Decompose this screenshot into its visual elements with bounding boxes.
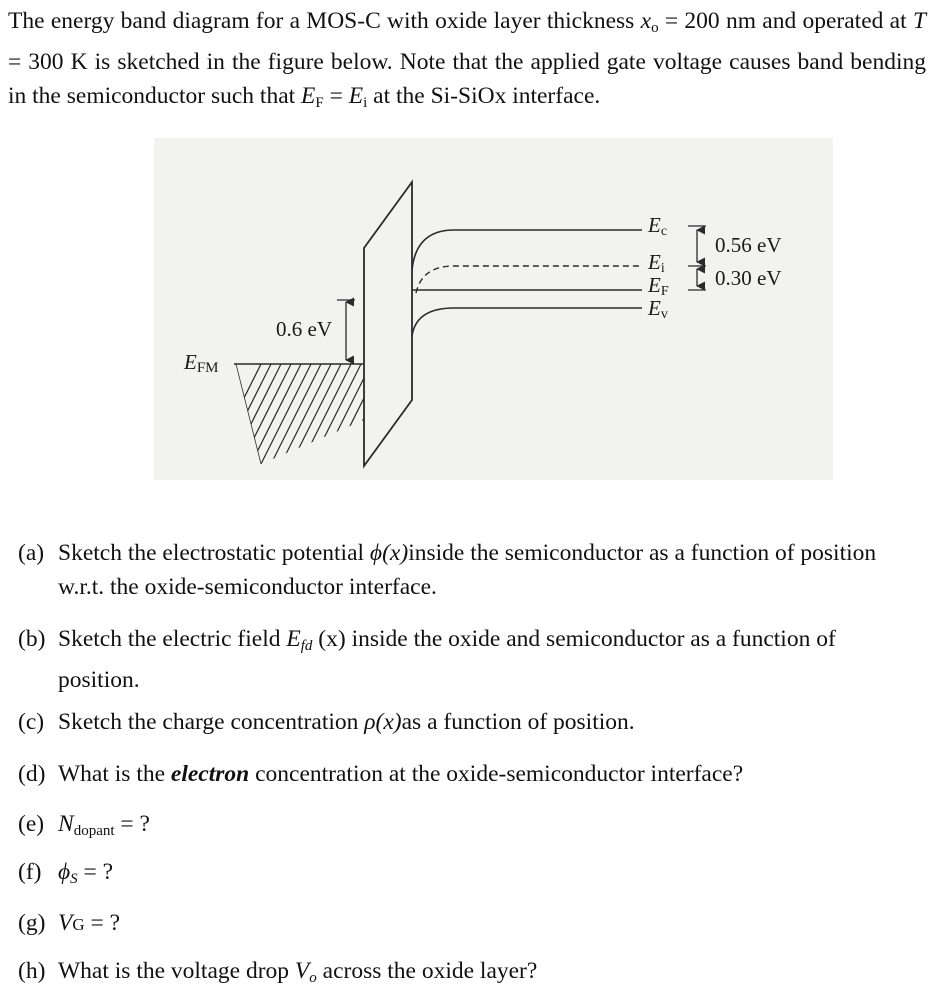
vo-symbol: V	[294, 958, 310, 984]
question-a-label: (a)	[18, 540, 45, 566]
question-h-text: What is the voltage drop	[58, 958, 295, 984]
ec-ei-gap-label: 0.56 eV	[715, 233, 782, 257]
phis-subscript: S	[70, 871, 78, 887]
question-h	[18, 952, 537, 997]
question-a	[18, 536, 918, 604]
efield-argument: (x)	[312, 626, 346, 652]
efield-symbol: E	[286, 626, 301, 652]
question-d-label: (d)	[18, 761, 46, 787]
question-f	[18, 853, 113, 898]
intro-text-5: at the Si-SiOx interface.	[367, 83, 601, 109]
question-e-label: (e)	[18, 811, 45, 837]
problem-statement	[8, 4, 926, 120]
temperature-symbol: T	[912, 8, 927, 34]
xo-symbol: x	[640, 8, 652, 34]
question-e	[18, 805, 150, 850]
phis-symbol: ϕ	[58, 859, 71, 885]
ef-label: EF	[648, 273, 669, 299]
intro-text-4: =	[323, 83, 349, 109]
ec-band	[412, 230, 642, 270]
question-c-label: (c)	[18, 709, 45, 735]
efield-subscript: fd	[300, 638, 313, 654]
question-c-text: Sketch the charge concentration	[58, 709, 365, 735]
ei-label: Ei	[648, 250, 665, 276]
question-c	[18, 703, 635, 741]
question-b-text: Sketch the electric field	[58, 626, 287, 652]
band-diagram-svg	[154, 138, 833, 480]
metal-hatch	[209, 358, 394, 468]
vo-subscript: o	[309, 970, 317, 986]
ev-band	[412, 308, 642, 336]
xo-subscript: o	[651, 20, 659, 36]
rho-argument: (x)	[375, 709, 402, 735]
metal-gap-label: 0.6 eV	[276, 317, 332, 341]
question-a-text: Sketch the electrostatic potential	[58, 540, 370, 566]
question-f-text: = ?	[77, 859, 114, 885]
efm-label: EFM	[184, 350, 219, 376]
question-d-text-end: concentration at the oxide-semiconductor interface?	[249, 761, 744, 787]
ei-band	[416, 266, 642, 293]
metal-boundary	[236, 364, 261, 464]
question-b-label: (b)	[18, 626, 46, 652]
question-g-text: = ?	[84, 910, 121, 936]
question-e-text: = ?	[114, 811, 150, 837]
phi-symbol: ϕ	[369, 540, 383, 566]
question-h-label: (h)	[18, 958, 46, 984]
electron-emphasis: electron	[170, 761, 250, 787]
question-f-label: (f)	[18, 859, 42, 885]
question-b	[18, 622, 918, 697]
question-d	[18, 755, 743, 793]
question-g-label: (g)	[18, 910, 46, 936]
phi-argument: (x)	[382, 540, 409, 566]
rho-symbol: ρ	[364, 709, 376, 735]
ef-symbol: E	[301, 83, 316, 109]
question-h-text-end: across the oxide layer?	[316, 958, 538, 984]
vg-symbol: V	[58, 910, 73, 936]
question-g	[18, 904, 120, 944]
ndopant-subscript: dopant	[73, 823, 115, 839]
question-d-text: What is the	[58, 761, 171, 787]
question-b-text-end: inside the oxide and semiconductor as a function of position.	[58, 626, 836, 693]
ec-label: Ec	[648, 213, 668, 239]
intro-text-2: = 200 nm and operated at	[658, 8, 913, 34]
intro-text-1: The energy band diagram for a MOS-C with oxide layer thickness	[8, 8, 641, 34]
vg-subscript: G	[72, 915, 85, 934]
ei-ef-gap-label: 0.30 eV	[715, 266, 782, 290]
ei-subscript: i	[363, 95, 368, 111]
oxide-layer	[364, 182, 412, 466]
question-c-text-end: as a function of position.	[401, 709, 635, 735]
ev-label: Ev	[648, 296, 668, 322]
band-diagram-figure	[154, 138, 833, 480]
intro-text-3: = 300 K is sketched in the figure below. Note that the applied gate voltage causes band bending in the semiconductor such that	[8, 49, 926, 109]
ef-subscript: F	[315, 95, 324, 111]
ndopant-symbol: N	[58, 811, 74, 837]
question-a-text-end: inside the semiconductor as a function of position w.r.t. the oxide-semiconductor interface.	[58, 540, 877, 600]
ei-symbol: E	[348, 83, 364, 109]
